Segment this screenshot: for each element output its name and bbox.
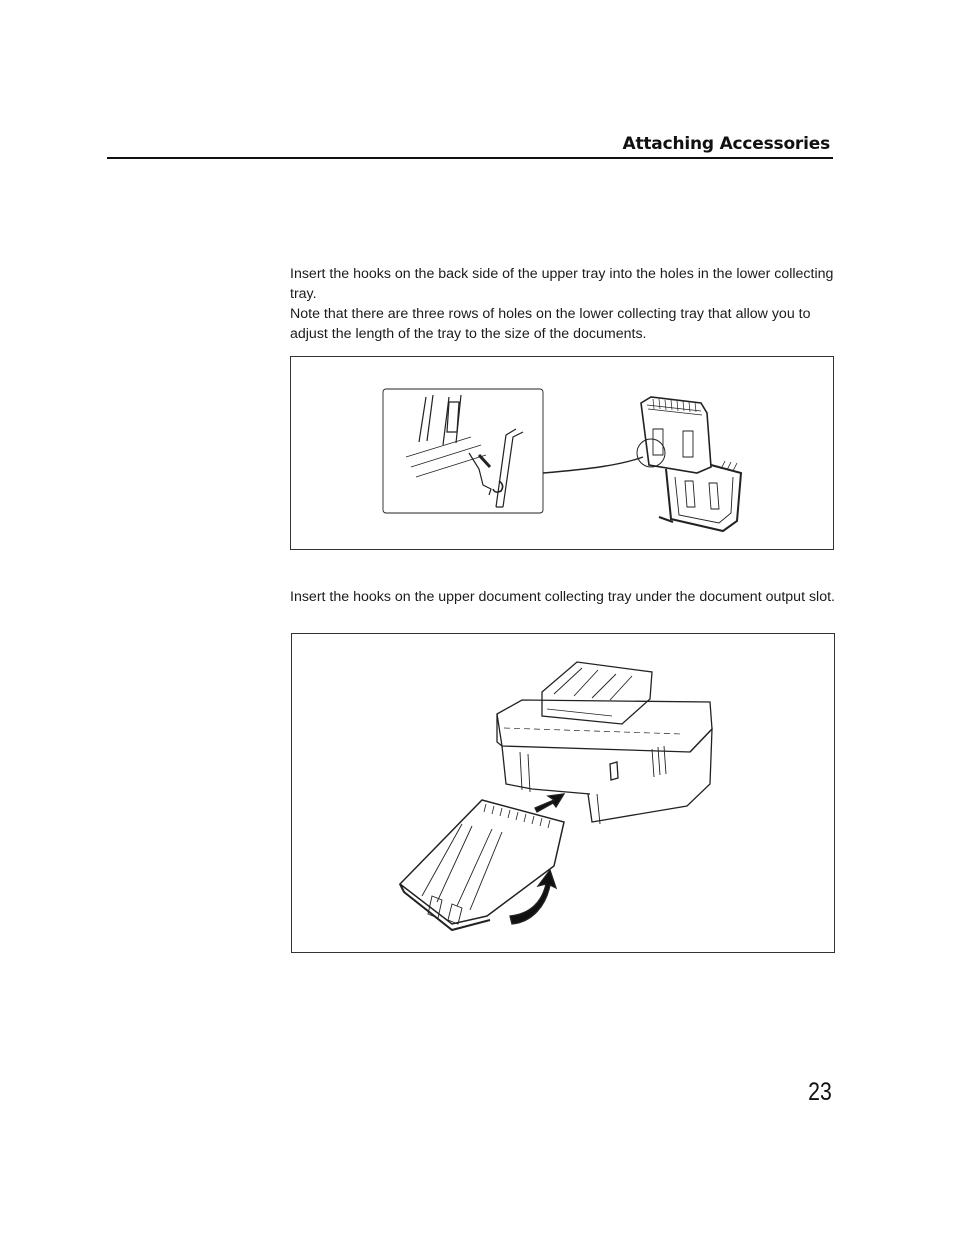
tray-hooks-illustration xyxy=(290,356,834,550)
instruction-text: Insert the hooks on the back side of the upper tray into the holes in the lower collecting tray. xyxy=(290,266,834,302)
tray-hooks-drawing xyxy=(291,357,833,549)
instruction-note: Note that there are three rows of holes on the lower collecting tray that allow you to adjust the length of the tray to the size of the documents. xyxy=(290,306,811,342)
fax-machine-drawing xyxy=(292,634,834,952)
section-title: Attaching Accessories xyxy=(622,134,830,154)
instruction-paragraph-1 xyxy=(290,264,838,344)
instruction-text: Insert the hooks on the upper document collecting tray under the document output slot. xyxy=(290,589,835,605)
header-rule xyxy=(107,157,833,159)
fax-output-tray-illustration xyxy=(291,633,835,953)
page-number: 23 xyxy=(808,1078,832,1106)
instruction-paragraph-2 xyxy=(290,587,838,607)
